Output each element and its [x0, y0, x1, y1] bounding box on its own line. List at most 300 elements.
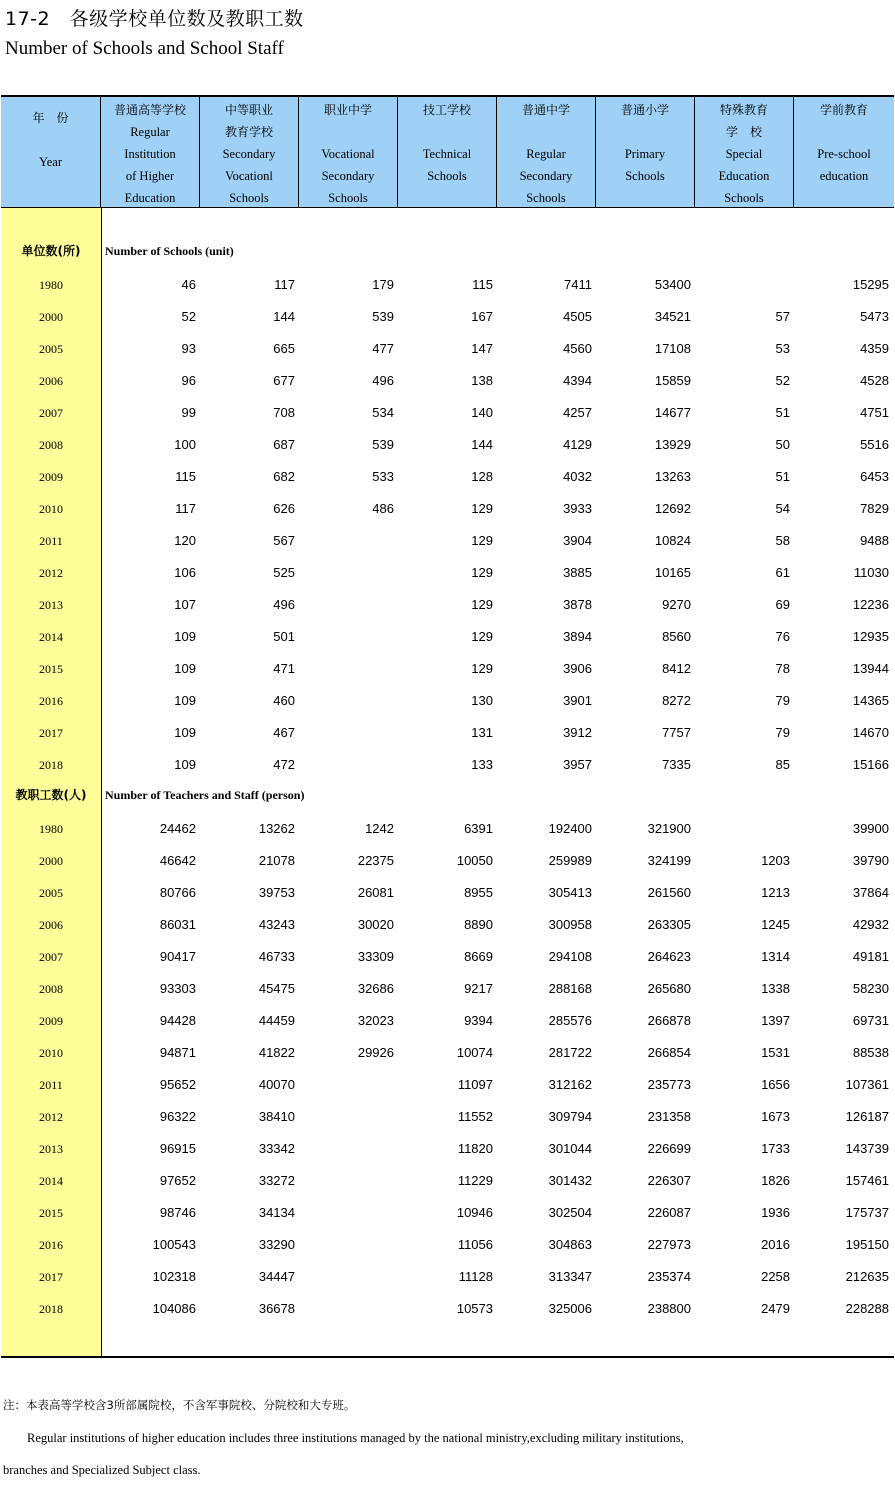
value-cell: 4505 — [563, 309, 592, 324]
table-row — [1, 877, 894, 909]
value-cell: 58 — [775, 533, 790, 548]
value-cell: 1338 — [761, 981, 790, 996]
value-cell: 22375 — [357, 853, 394, 868]
column-header-en: Education — [718, 169, 770, 183]
value-cell: 1213 — [761, 885, 790, 900]
section-label-row — [1, 235, 894, 267]
value-cell: 261560 — [647, 885, 691, 900]
value-cell: 88538 — [852, 1045, 889, 1060]
year-cell: 2005 — [39, 886, 63, 900]
value-cell: 3933 — [563, 501, 592, 516]
table-row — [1, 909, 894, 941]
table-row — [1, 557, 894, 589]
value-cell: 539 — [372, 309, 394, 324]
value-cell: 8955 — [464, 885, 493, 900]
value-cell: 96 — [181, 373, 196, 388]
value-cell: 14677 — [654, 405, 691, 420]
table-row — [1, 525, 894, 557]
value-cell: 309794 — [548, 1109, 592, 1124]
table-row — [1, 429, 894, 461]
table-row — [1, 685, 894, 717]
column-header-en: Schools — [724, 191, 764, 205]
value-cell: 687 — [273, 437, 295, 452]
value-cell: 36678 — [258, 1301, 295, 1316]
value-cell: 107 — [174, 597, 196, 612]
value-cell: 34521 — [654, 309, 691, 324]
value-cell: 285576 — [548, 1013, 592, 1028]
value-cell: 97652 — [159, 1173, 196, 1188]
value-cell: 52 — [181, 309, 196, 324]
value-cell: 94428 — [159, 1013, 196, 1028]
value-cell: 69 — [775, 597, 790, 612]
table-row — [1, 397, 894, 429]
section-label-row — [1, 779, 894, 811]
value-cell: 4032 — [563, 469, 592, 484]
value-cell: 11128 — [458, 1269, 493, 1284]
value-cell: 99 — [181, 405, 196, 420]
value-cell: 9488 — [860, 533, 889, 548]
value-cell: 7829 — [860, 501, 889, 516]
table-row — [1, 1293, 894, 1325]
value-cell: 107361 — [845, 1077, 889, 1092]
value-cell: 143739 — [845, 1141, 889, 1156]
value-cell: 11056 — [457, 1237, 493, 1252]
value-cell: 1673 — [761, 1109, 790, 1124]
value-cell: 567 — [273, 533, 295, 548]
column-header-cn: 普通高等学校 — [113, 103, 186, 117]
value-cell: 100 — [174, 437, 196, 452]
value-cell: 539 — [372, 437, 394, 452]
value-cell: 4257 — [563, 405, 592, 420]
value-cell: 228288 — [845, 1301, 889, 1316]
value-cell: 24462 — [159, 821, 196, 836]
column-header-en: Technical — [422, 147, 472, 161]
year-cell: 2006 — [39, 374, 63, 388]
value-cell: 129 — [471, 501, 493, 516]
value-cell: 140 — [471, 405, 493, 420]
column-header-en: Special — [725, 147, 763, 161]
table-row — [1, 1197, 894, 1229]
value-cell: 263305 — [647, 917, 691, 932]
value-cell: 17108 — [654, 341, 691, 356]
value-cell: 13262 — [258, 821, 295, 836]
value-cell: 10165 — [654, 565, 691, 580]
column-header-en: Regular — [130, 125, 170, 139]
value-cell: 96322 — [159, 1109, 196, 1124]
value-cell: 167 — [471, 309, 493, 324]
value-cell: 1733 — [761, 1141, 790, 1156]
value-cell: 302504 — [548, 1205, 592, 1220]
value-cell: 1245 — [761, 917, 790, 932]
section-label-en: Number of Schools (unit) — [105, 244, 234, 258]
value-cell: 39790 — [852, 853, 889, 868]
value-cell: 3912 — [563, 725, 592, 740]
value-cell: 51 — [775, 469, 790, 484]
table-row — [1, 845, 894, 877]
value-cell: 53 — [775, 341, 790, 356]
column-header-cn: 年 份 — [32, 111, 69, 125]
column-header-en: of Higher — [125, 169, 175, 183]
table-row — [1, 365, 894, 397]
value-cell: 100543 — [152, 1237, 196, 1252]
value-cell: 3904 — [563, 533, 592, 548]
value-cell: 76 — [775, 629, 790, 644]
value-cell: 33309 — [357, 949, 394, 964]
value-cell: 1242 — [365, 821, 394, 836]
value-cell: 40070 — [258, 1077, 295, 1092]
value-cell: 179 — [372, 277, 394, 292]
value-cell: 69731 — [852, 1013, 889, 1028]
value-cell: 325006 — [548, 1301, 592, 1316]
value-cell: 11229 — [457, 1173, 493, 1188]
value-cell: 8412 — [662, 661, 691, 676]
data-table — [1, 95, 894, 1358]
year-cell: 2018 — [39, 1302, 63, 1316]
value-cell: 226087 — [647, 1205, 691, 1220]
value-cell: 14365 — [852, 693, 889, 708]
value-cell: 2016 — [761, 1237, 790, 1252]
column-header-en: Schools — [427, 169, 467, 183]
table-row — [1, 1069, 894, 1101]
section-label-cn: 教职工数(人) — [15, 788, 87, 802]
value-cell: 259989 — [548, 853, 592, 868]
value-cell: 10946 — [456, 1205, 493, 1220]
column-header-cn: 普通中学 — [521, 103, 570, 117]
value-cell: 14670 — [852, 725, 889, 740]
value-cell: 45475 — [258, 981, 295, 996]
value-cell: 21078 — [258, 853, 295, 868]
value-cell: 131 — [471, 725, 493, 740]
column-header-2 — [200, 97, 299, 207]
year-cell: 1980 — [39, 822, 63, 836]
value-cell: 39900 — [852, 821, 889, 836]
value-cell: 39753 — [258, 885, 295, 900]
value-cell: 30020 — [357, 917, 394, 932]
year-cell: 2007 — [39, 950, 63, 964]
value-cell: 467 — [273, 725, 295, 740]
value-cell: 61 — [775, 565, 790, 580]
year-cell: 2013 — [39, 598, 63, 612]
column-header-cn: 职业中学 — [323, 103, 372, 117]
value-cell: 52 — [775, 373, 790, 388]
value-cell: 4528 — [860, 373, 889, 388]
value-cell: 46642 — [159, 853, 196, 868]
value-cell: 501 — [273, 629, 295, 644]
value-cell: 11820 — [457, 1141, 493, 1156]
column-header-en: Education — [124, 191, 176, 205]
value-cell: 37864 — [852, 885, 889, 900]
value-cell: 472 — [273, 757, 295, 772]
column-header-cn: 教育学校 — [224, 125, 273, 139]
value-cell: 677 — [273, 373, 295, 388]
value-cell: 138 — [471, 373, 493, 388]
value-cell: 80766 — [159, 885, 196, 900]
value-cell: 49181 — [852, 949, 889, 964]
value-cell: 50 — [775, 437, 790, 452]
value-cell: 281722 — [548, 1045, 592, 1060]
value-cell: 115 — [472, 277, 493, 292]
value-cell: 58230 — [852, 981, 889, 996]
value-cell: 192400 — [548, 821, 592, 836]
year-cell: 2012 — [39, 566, 63, 580]
value-cell: 10074 — [456, 1045, 493, 1060]
value-cell: 42932 — [852, 917, 889, 932]
value-cell: 120 — [174, 533, 196, 548]
table-row — [1, 941, 894, 973]
value-cell: 33290 — [258, 1237, 295, 1252]
value-cell: 1656 — [761, 1077, 790, 1092]
value-cell: 41822 — [258, 1045, 295, 1060]
value-cell: 9270 — [662, 597, 691, 612]
year-cell: 2008 — [39, 982, 63, 996]
year-cell: 2009 — [39, 1014, 63, 1028]
column-header-7 — [695, 97, 794, 207]
value-cell: 85 — [775, 757, 790, 772]
value-cell: 8890 — [464, 917, 493, 932]
value-cell: 301432 — [548, 1173, 592, 1188]
value-cell: 13263 — [654, 469, 691, 484]
column-header-en: Schools — [625, 169, 665, 183]
year-cell: 2000 — [39, 310, 63, 324]
value-cell: 496 — [372, 373, 394, 388]
value-cell: 288168 — [548, 981, 592, 996]
column-header-cn: 学 校 — [725, 125, 762, 139]
value-cell: 301044 — [548, 1141, 592, 1156]
column-header-cn: 技工学校 — [422, 103, 471, 117]
column-header-1 — [101, 97, 200, 207]
value-cell: 43243 — [258, 917, 295, 932]
value-cell: 266878 — [647, 1013, 691, 1028]
table-row — [1, 749, 894, 781]
column-header-en: Regular — [526, 147, 566, 161]
column-header-en: Schools — [229, 191, 269, 205]
value-cell: 34447 — [258, 1269, 295, 1284]
footnote-cn: 注：本表高等学校含3所部属院校，不含军事院校、分院校和大专班。 — [3, 1398, 356, 1412]
column-header-en: Secondary — [321, 169, 375, 183]
value-cell: 682 — [273, 469, 295, 484]
column-header-en: education — [819, 169, 869, 183]
value-cell: 294108 — [548, 949, 592, 964]
year-cell: 2011 — [39, 1078, 63, 1092]
value-cell: 129 — [471, 597, 493, 612]
year-cell: 2013 — [39, 1142, 63, 1156]
value-cell: 147 — [471, 341, 493, 356]
value-cell: 106 — [174, 565, 196, 580]
value-cell: 79 — [775, 693, 790, 708]
value-cell: 212635 — [845, 1269, 889, 1284]
table-row — [1, 333, 894, 365]
year-cell: 2006 — [39, 918, 63, 932]
value-cell: 15295 — [852, 277, 889, 292]
value-cell: 109 — [174, 693, 196, 708]
table-row — [1, 269, 894, 301]
column-header-6 — [596, 97, 695, 207]
value-cell: 32686 — [357, 981, 394, 996]
column-header-en: Institution — [124, 147, 176, 161]
value-cell: 8272 — [662, 693, 691, 708]
column-header-en: Schools — [328, 191, 368, 205]
value-cell: 104086 — [152, 1301, 196, 1316]
page-title-en: Number of Schools and School Staff — [5, 38, 284, 59]
value-cell: 300958 — [548, 917, 592, 932]
value-cell: 175737 — [845, 1205, 889, 1220]
value-cell: 313347 — [548, 1269, 592, 1284]
column-header-en: Schools — [526, 191, 566, 205]
value-cell: 117 — [175, 501, 196, 516]
column-header-cn: 普通小学 — [620, 103, 669, 117]
year-cell: 2016 — [39, 694, 63, 708]
value-cell: 4359 — [860, 341, 889, 356]
value-cell: 144 — [273, 309, 295, 324]
value-cell: 471 — [273, 661, 295, 676]
table-row — [1, 301, 894, 333]
column-header-en: Year — [38, 155, 63, 169]
value-cell: 534 — [372, 405, 394, 420]
year-cell: 2005 — [39, 342, 63, 356]
value-cell: 195150 — [845, 1237, 889, 1252]
value-cell: 93303 — [159, 981, 196, 996]
year-cell: 2018 — [39, 758, 63, 772]
value-cell: 7335 — [662, 757, 691, 772]
value-cell: 54 — [775, 501, 790, 516]
year-cell: 2017 — [39, 726, 63, 740]
value-cell: 4394 — [563, 373, 592, 388]
year-cell: 2014 — [39, 1174, 63, 1188]
value-cell: 2479 — [761, 1301, 790, 1316]
column-header-en: Vocational — [321, 147, 375, 161]
value-cell: 93 — [181, 341, 196, 356]
value-cell: 8669 — [464, 949, 493, 964]
value-cell: 4129 — [563, 437, 592, 452]
value-cell: 3901 — [563, 693, 592, 708]
year-cell: 2008 — [39, 438, 63, 452]
table-row — [1, 1037, 894, 1069]
table-row — [1, 621, 894, 653]
value-cell: 53400 — [654, 277, 691, 292]
footnote-en-line2: branches and Specialized Subject class. — [3, 1463, 201, 1477]
value-cell: 57 — [775, 309, 790, 324]
value-cell: 626 — [273, 501, 295, 516]
value-cell: 4751 — [860, 405, 889, 420]
value-cell: 305413 — [548, 885, 592, 900]
value-cell: 86031 — [159, 917, 196, 932]
value-cell: 6453 — [860, 469, 889, 484]
value-cell: 157461 — [845, 1173, 889, 1188]
page-title-cn: 17-2 各级学校单位数及教职工数 — [5, 8, 304, 30]
value-cell: 79 — [775, 725, 790, 740]
value-cell: 129 — [471, 533, 493, 548]
column-header-en: Secondary — [519, 169, 573, 183]
value-cell: 13944 — [852, 661, 889, 676]
value-cell: 13929 — [654, 437, 691, 452]
value-cell: 304863 — [548, 1237, 592, 1252]
value-cell: 129 — [471, 661, 493, 676]
table-row — [1, 973, 894, 1005]
value-cell: 10050 — [456, 853, 493, 868]
value-cell: 235773 — [647, 1077, 691, 1092]
value-cell: 3906 — [563, 661, 592, 676]
value-cell: 78 — [775, 661, 790, 676]
section-label-en: Number of Teachers and Staff (person) — [105, 788, 305, 802]
column-header-en: Secondary — [222, 147, 276, 161]
year-cell: 2009 — [39, 470, 63, 484]
value-cell: 10824 — [654, 533, 691, 548]
table-row — [1, 1005, 894, 1037]
value-cell: 486 — [372, 501, 394, 516]
column-header-5 — [497, 97, 596, 207]
column-header-cn: 中等职业 — [224, 103, 273, 117]
value-cell: 7411 — [564, 277, 592, 292]
value-cell: 231358 — [647, 1109, 691, 1124]
value-cell: 11030 — [853, 565, 889, 580]
value-cell: 7757 — [662, 725, 691, 740]
value-cell: 12935 — [852, 629, 889, 644]
value-cell: 525 — [273, 565, 295, 580]
value-cell: 109 — [174, 661, 196, 676]
value-cell: 46 — [181, 277, 196, 292]
footnote-en-line1: Regular institutions of higher education includes three institutions managed by the national ministry,excluding military institutions, — [27, 1431, 684, 1445]
value-cell: 95652 — [159, 1077, 196, 1092]
value-cell: 11552 — [457, 1109, 493, 1124]
value-cell: 265680 — [647, 981, 691, 996]
value-cell: 226307 — [647, 1173, 691, 1188]
value-cell: 46733 — [258, 949, 295, 964]
year-cell: 2015 — [39, 662, 63, 676]
value-cell: 238800 — [647, 1301, 691, 1316]
value-cell: 109 — [174, 757, 196, 772]
value-cell: 130 — [471, 693, 493, 708]
value-cell: 102318 — [152, 1269, 196, 1284]
value-cell: 4560 — [563, 341, 592, 356]
column-header-en: Vocationl — [225, 169, 273, 183]
year-cell: 2010 — [39, 1046, 63, 1060]
value-cell: 6391 — [464, 821, 493, 836]
value-cell: 126187 — [845, 1109, 889, 1124]
value-cell: 665 — [273, 341, 295, 356]
year-cell: 2012 — [39, 1110, 63, 1124]
year-cell: 2000 — [39, 854, 63, 868]
column-header-cn: 学前教育 — [819, 103, 868, 117]
value-cell: 15166 — [852, 757, 889, 772]
table-row — [1, 813, 894, 845]
value-cell: 235374 — [647, 1269, 691, 1284]
table-row — [1, 589, 894, 621]
value-cell: 5516 — [860, 437, 889, 452]
value-cell: 321900 — [647, 821, 691, 836]
value-cell: 94871 — [159, 1045, 196, 1060]
value-cell: 38410 — [258, 1109, 295, 1124]
value-cell: 3957 — [563, 757, 592, 772]
value-cell: 533 — [372, 469, 394, 484]
column-header-en: Primary — [624, 147, 666, 161]
year-cell: 2010 — [39, 502, 63, 516]
value-cell: 1314 — [761, 949, 790, 964]
value-cell: 33272 — [258, 1173, 295, 1188]
value-cell: 98746 — [159, 1205, 196, 1220]
value-cell: 8560 — [662, 629, 691, 644]
value-cell: 5473 — [860, 309, 889, 324]
value-cell: 51 — [775, 405, 790, 420]
year-cell: 2017 — [39, 1270, 63, 1284]
value-cell: 144 — [471, 437, 493, 452]
year-cell: 2015 — [39, 1206, 63, 1220]
value-cell: 15859 — [654, 373, 691, 388]
value-cell: 32023 — [357, 1013, 394, 1028]
value-cell: 34134 — [258, 1205, 295, 1220]
value-cell: 26081 — [357, 885, 394, 900]
value-cell: 109 — [174, 629, 196, 644]
value-cell: 12692 — [654, 501, 691, 516]
